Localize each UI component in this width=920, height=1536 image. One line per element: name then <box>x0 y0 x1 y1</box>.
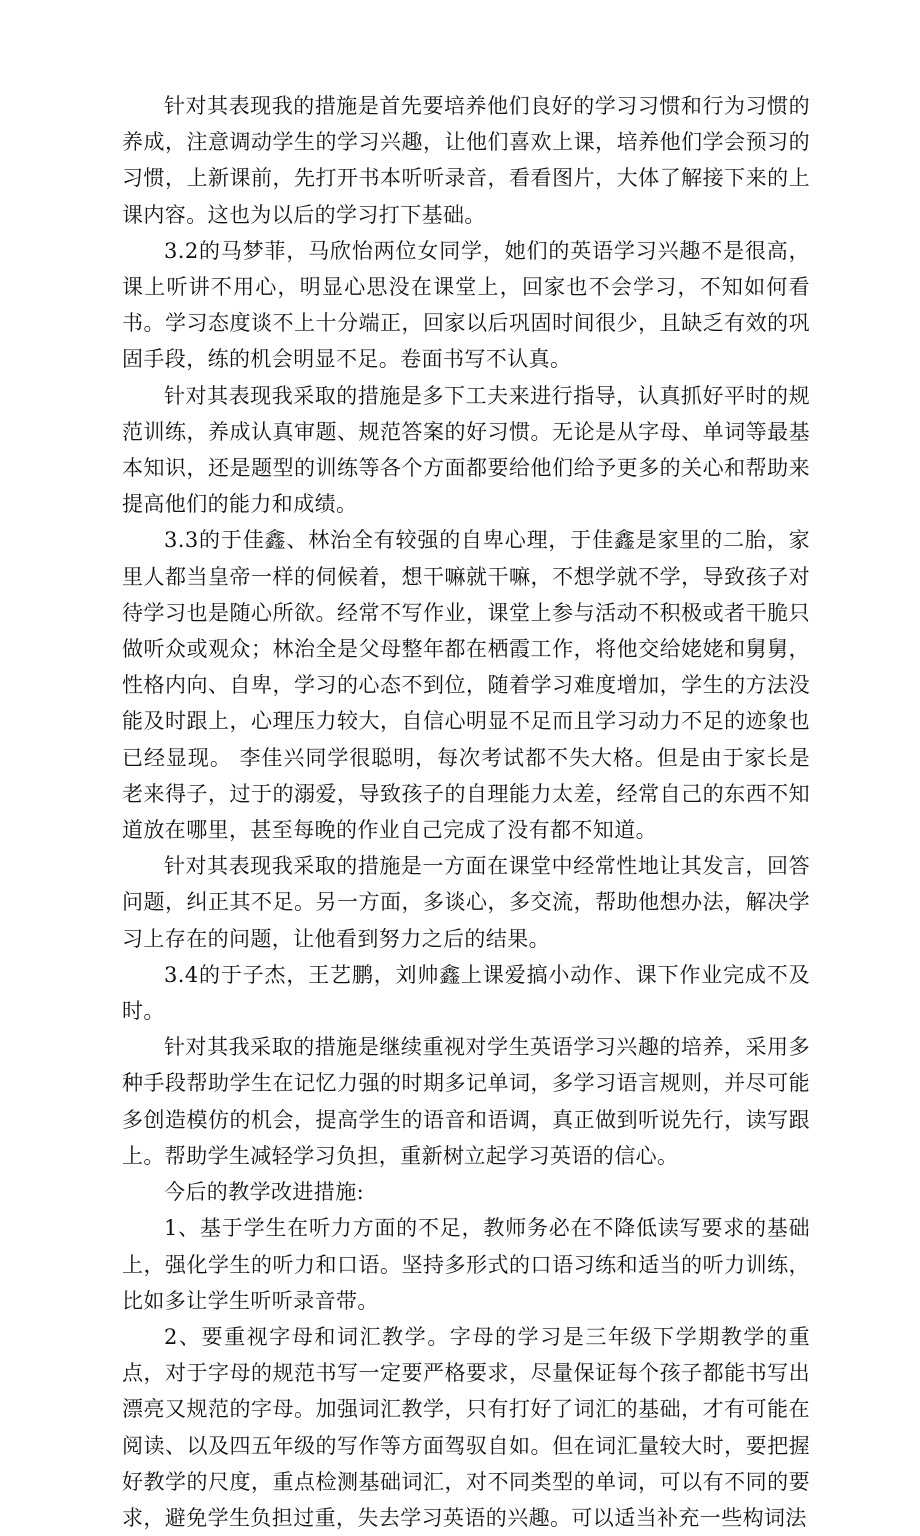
paragraph-improvement-1: 1、基于学生在听力方面的不足，教师务必在不降低读写要求的基础上，强化学生的听力和口语。坚持多形式的口语习练和适当的听力训练，比如多让学生听听录音带。 <box>122 1216 810 1313</box>
paragraph-measures-speaking: 针对其表现我采取的措施是一方面在课堂中经常性地让其发言，回答问题，纠正其不足。另一方面，多谈心，多交流，帮助他想办法，解决学习上存在的问题，让他看到努力之后的结果。 <box>122 854 810 951</box>
paragraph-class-3-3: 3.3的于佳鑫、林治全有较强的自卑心理，于佳鑫是家里的二胎，家里人都当皇帝一样的伺候着，想干嘛就干嘛，不想学就不学，导致孩子对待学习也是随心所欲。经常不写作业，课堂上参与活动不积极或者干脆只做听众或观众；林治全是父母整年都在栖霞工作，将他交给姥姥和舅舅，性格内向、自卑，学习的心态不到位，随着学习难度增加，学生的方法没能及时跟上，心理压力较大，自信心明显不足而且学习动力不足的迹象也已经显现。 李佳兴同学很聪明，每次考试都不失大格。但是由于家长是老来得子，过于的溺爱，导致孩子的自理能力太差，经常自己的东西不知道放在哪里，甚至每晚的作业自己完成了没有都不知道。 <box>122 528 810 843</box>
paragraph-measures-habits: 针对其表现我的措施是首先要培养他们良好的学习习惯和行为习惯的养成，注意调动学生的学习兴趣，让他们喜欢上课，培养他们学会预习的习惯，上新课前，先打开书本听听录音，看看图片，大体了解接下来的上课内容。这也为以后的学习打下基础。 <box>122 94 810 227</box>
paragraph-class-3-2: 3.2的马梦菲，马欣怡两位女同学，她们的英语学习兴趣不是很高，课上听讲不用心，明显心思没在课堂上，回家也不会学习，不知如何看书。学习态度谈不上十分端正，回家以后巩固时间很少，且缺乏有效的巩固手段，练的机会明显不足。卷面书写不认真。 <box>122 238 810 372</box>
paragraph-measures-interest: 针对其我采取的措施是继续重视对学生英语学习兴趣的培养，采用多种手段帮助学生在记忆力强的时期多记单词，多学习语言规则，并尽可能多创造模仿的机会，提高学生的语音和语调，真正做到听说先行，读写跟上。帮助学生减轻学习负担，重新树立起学习英语的信心。 <box>122 1035 810 1168</box>
section-heading-improvements: 今后的教学改进措施: <box>164 1180 365 1205</box>
paragraph-improvement-2: 2、要重视字母和词汇教学。字母的学习是三年级下学期教学的重点，对于字母的规范书写一定要严格要求，尽量保证每个孩子都能书写出漂亮又规范的字母。加强词汇教学，只有打好了词汇的基础，才有可能在阅读、以及四五年级的写作等方面驾驭自如。但在词汇量较大时，要把握好教学的尺度，重点检测基础词汇，对不同类型的单词，可以有不同的要求，避免学生负担过重，失去学习英语的兴趣。可以适当补充一些构词法 <box>122 1324 810 1530</box>
paragraph-class-3-4: 3.4的于子杰，王艺鹏，刘帅鑫上课爱搞小动作、课下作业完成不及时。 <box>122 962 810 1024</box>
paragraph-measures-guidance: 针对其表现我采取的措施是多下工夫来进行指导，认真抓好平时的规范训练，养成认真审题、规范答案的好习惯。无论是从字母、单词等最基本知识，还是题型的训练等各个方面都要给他们给予更多的关心和帮助来提高他们的能力和成绩。 <box>122 383 810 517</box>
